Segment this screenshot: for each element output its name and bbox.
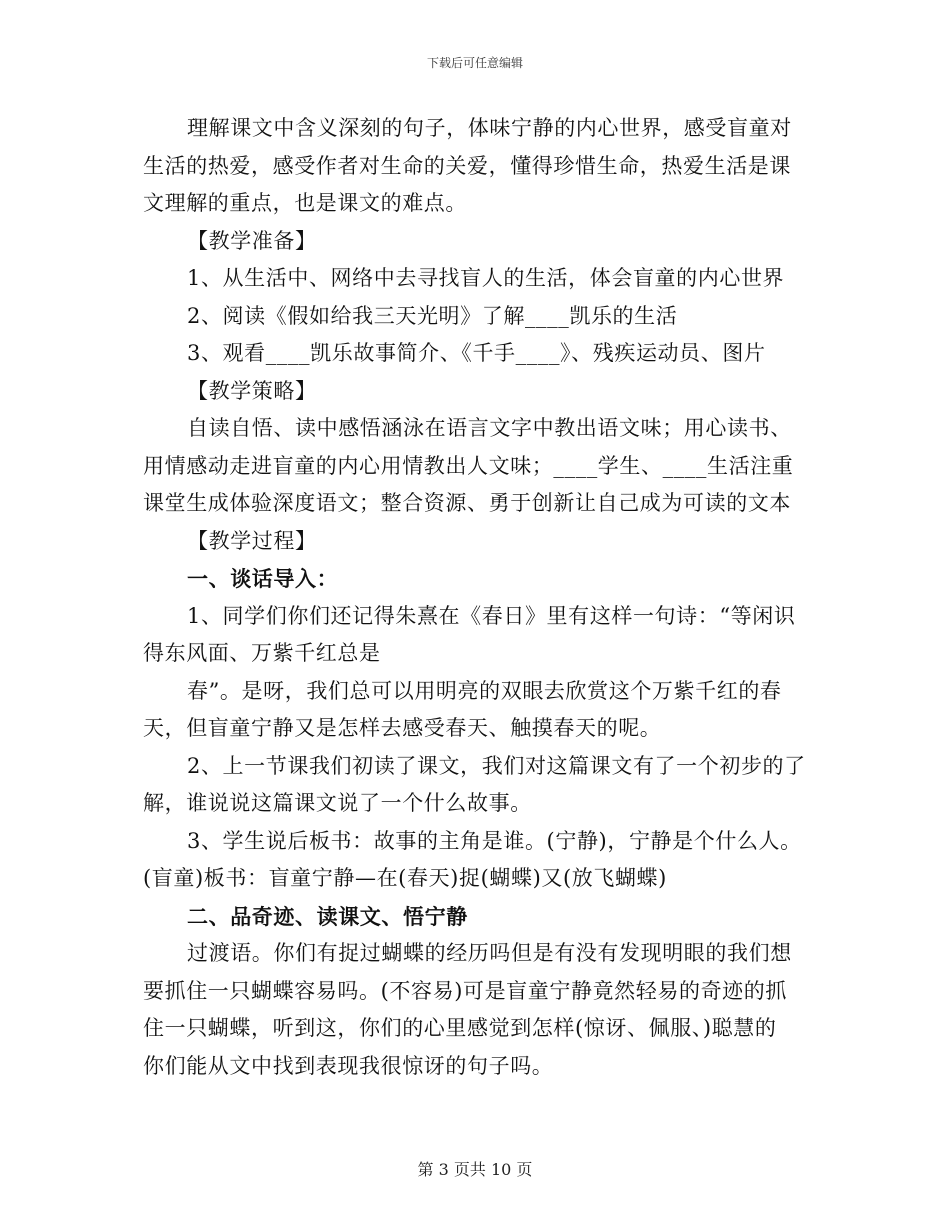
text-line: 天，但盲童宁静又是怎样去感受春天、触摸春天的呢。	[143, 716, 662, 740]
text-line: 课堂生成体验深度语文；整合资源、勇于创新让自己成为可读的文本	[143, 491, 791, 515]
text-line: 2、阅读《假如给我三天光明》了解____凯乐的生活	[187, 303, 678, 328]
page-footer: 第 3 页共 10 页	[417, 1160, 533, 1179]
text-line: 自读自悟、读中感悟涵泳在语言文字中教出语文味；用心读书、	[187, 416, 792, 440]
text-line: 你们能从文中找到表现我很惊讶的句子吗。	[143, 1053, 554, 1078]
section-heading-line: 二、品奇迹、读课文、悟宁静	[187, 903, 468, 929]
text-line: 【教学策略】	[187, 378, 317, 403]
page-header: 下载后可任意编辑	[426, 56, 523, 70]
text-line: 得东风面、万紫千红总是	[143, 641, 381, 665]
text-line: 1、从生活中、网络中去寻找盲人的生活，体会盲童的内心世界	[187, 266, 785, 290]
text-line: (盲童)板书：盲童宁静—在(春天)捉(蝴蝶)又(放飞蝴蝶)	[143, 866, 667, 890]
text-line: 春”。是呀，我们总可以用明亮的双眼去欣赏这个万紫千红的春	[187, 678, 782, 703]
text-line: 用情感动走进盲童的内心用情教出人文味；____学生、____生活注重	[143, 453, 794, 478]
document-body	[143, 110, 807, 1085]
text-line: 2、上一节课我们初读了课文，我们对这篇课文有了一个初步的了	[187, 753, 806, 778]
text-line: 3、学生说后板书：故事的主角是谁。(宁静)，宁静是个什么人。	[187, 828, 802, 853]
text-line: 3、观看____凯乐故事简介、《千手____》、残疾运动员、图片	[187, 341, 766, 365]
section-heading-line: 一、谈话导入：	[187, 566, 339, 591]
text-line: 过渡语。你们有捉过蝴蝶的经历吗但是有没有发现明眼的我们想	[187, 941, 792, 965]
text-line: 【教学过程】	[187, 528, 317, 553]
text-line: 解，谁说说这篇课文说了一个什么故事。	[143, 791, 532, 815]
text-line: 理解课文中含义深刻的句子，体味宁静的内心世界，感受盲童对	[187, 116, 792, 140]
text-line: 要抓住一只蝴蝶容易吗。(不容易)可是盲童宁静竟然轻易的奇迹的抓	[143, 978, 787, 1003]
text-line: 【教学准备】	[187, 228, 317, 253]
text-line: 1、同学们你们还记得朱熹在《春日》里有这样一句诗：“等闲识	[187, 603, 796, 628]
text-line: 住一只蝴蝶，听到这，你们的心里感觉到怎样(惊讶、佩服、)聪慧的	[143, 1016, 777, 1040]
text-line: 生活的热爱，感受作者对生命的关爱，懂得珍惜生命，热爱生活是课	[143, 153, 791, 178]
text-line: 文理解的重点，也是课文的难点。	[143, 191, 467, 215]
